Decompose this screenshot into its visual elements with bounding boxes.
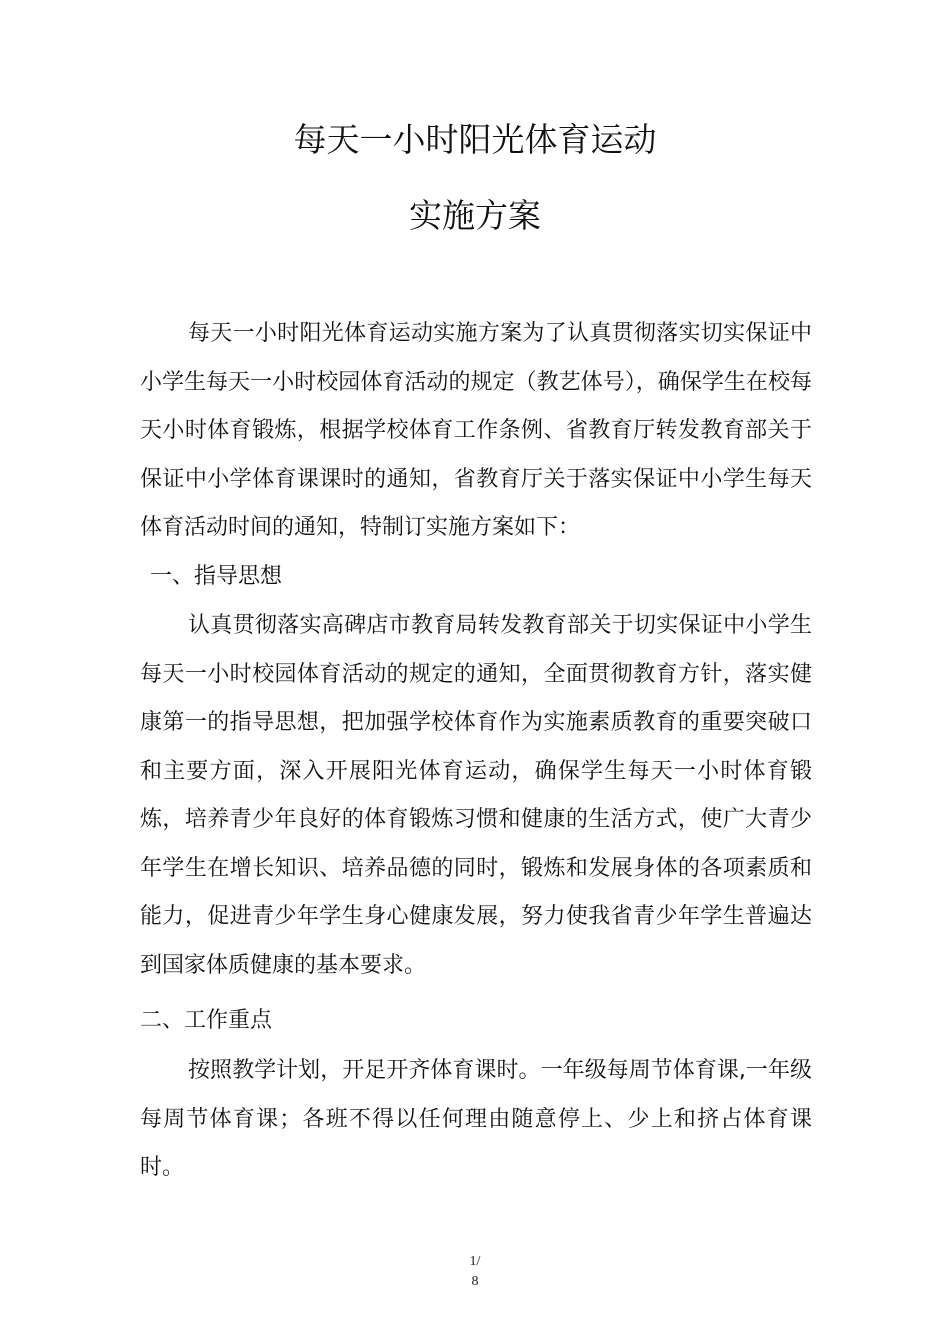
intro-paragraph: 每天一小时阳光体育运动实施方案为了认真贯彻落实切实保证中小学生每天一小时校园体育活动的规定（教艺体号），确保学生在校每天小时体育锻炼，根据学校体育工作条例、省教育厅转发教育部关于保证中小学体育课课时的通知，省教育厅关于落实保证中小学生每天体育活动时间的通知，特制订实施方案如下： (140, 321, 812, 540)
page-number-total: 8 (471, 1274, 479, 1289)
document-title: 每天一小时阳光体育运动 (293, 120, 657, 159)
section2-heading: 二、工作重点 (140, 1008, 273, 1033)
intro-paragraph-block (140, 310, 812, 553)
section2-paragraph-block (140, 1047, 812, 1193)
section1-paragraph: 认真贯彻落实高碑店市教育局转发教育部关于切实保证中小学生每天一小时校园体育活动的规定的通知，全面贯彻教育方针，落实健康第一的指导思想，把加强学校体育作为实施素质教育的重要突破口和主要方面，深入开展阳光体育运动，确保学生每天一小时体育锻炼，培养青少年良好的体育锻炼习惯和健康的生活方式，使广大青少年学生在增长知识、培养品德的同时，锻炼和发展身体的各项素质和能力，促进青少年学生身心健康发展，努力使我省青少年学生普遍达到国家体质健康的基本要求。 (140, 613, 812, 978)
document-subtitle: 实施方案 (409, 196, 541, 235)
section2-paragraph: 按照教学计划，开足开齐体育课时。一年级每周节体育课,一年级每周节体育课；各班不得以任何理由随意停上、少上和挤占体育课时。 (140, 1058, 812, 1180)
page-number (0, 1252, 950, 1292)
page-number-current: 1/ (469, 1254, 481, 1269)
section1-paragraph-block (140, 602, 812, 990)
section1-heading: 一、指导思想 (150, 564, 283, 589)
